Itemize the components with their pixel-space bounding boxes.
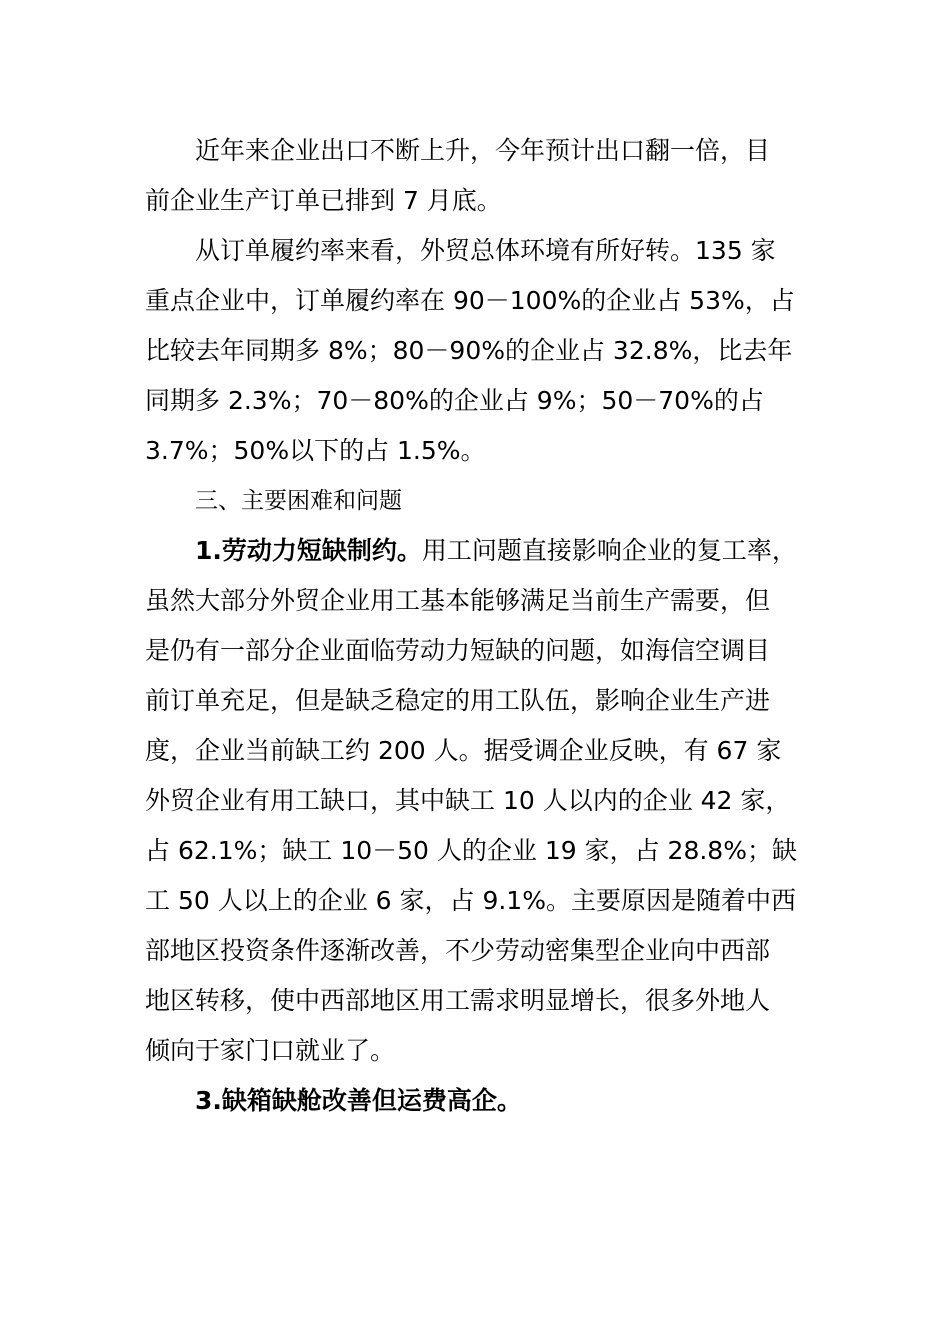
- paragraph-line: [195, 536, 797, 566]
- paragraph-line: 从订单履约率来看，外贸总体环境有所好转。135 家: [195, 236, 776, 265]
- paragraph-line: 度，企业当前缺工约 200 人。据受调企业反映，有 67 家: [145, 736, 782, 765]
- paragraph-line: 重点企业中，订单履约率在 90－100%的企业占 53%，占: [145, 286, 795, 315]
- paragraph-line: 是仍有一部分企业面临劳动力短缺的问题，如海信空调目: [145, 636, 771, 665]
- paragraph-line: 地区转移，使中西部地区用工需求明显增长，很多外地人: [145, 986, 771, 1015]
- paragraph-line: 虽然大部分外贸企业用工基本能够满足当前生产需要，但: [145, 586, 771, 615]
- paragraph-line: 近年来企业出口不断上升，今年预计出口翻一倍，目: [195, 136, 771, 165]
- paragraph-line: 工 50 人以上的企业 6 家，占 9.1%。主要原因是随着中西: [145, 886, 796, 915]
- paragraph-line: 前订单充足，但是缺乏稳定的用工队伍，影响企业生产进: [145, 686, 771, 715]
- paragraph-line: 比较去年同期多 8%；80－90%的企业占 32.8%，比去年: [145, 336, 793, 365]
- section-subheading: 3.缺箱缺舱改善但运费高企。: [195, 1086, 522, 1115]
- paragraph-line: 占 62.1%；缺工 10－50 人的企业 19 家，占 28.8%；缺: [145, 836, 797, 865]
- paragraph-line: 前企业生产订单已排到 7 月底。: [145, 186, 502, 215]
- section-heading: 三、主要困难和问题: [195, 488, 402, 514]
- paragraph-line: 3.7%；50%以下的占 1.5%。: [145, 436, 486, 465]
- paragraph-line-rest: 用工问题直接影响企业的复工率，: [421, 536, 797, 565]
- paragraph-line: 外贸企业有用工缺口，其中缺工 10 人以内的企业 42 家，: [145, 786, 791, 815]
- paragraph-line: 部地区投资条件逐渐改善，不少劳动密集型企业向中西部: [145, 936, 771, 965]
- paragraph-line: 同期多 2.3%；70－80%的企业占 9%；50－70%的占: [145, 386, 764, 415]
- bold-lead: 1.劳动力短缺制约。: [195, 536, 422, 565]
- paragraph-line: 倾向于家门口就业了。: [145, 1036, 396, 1065]
